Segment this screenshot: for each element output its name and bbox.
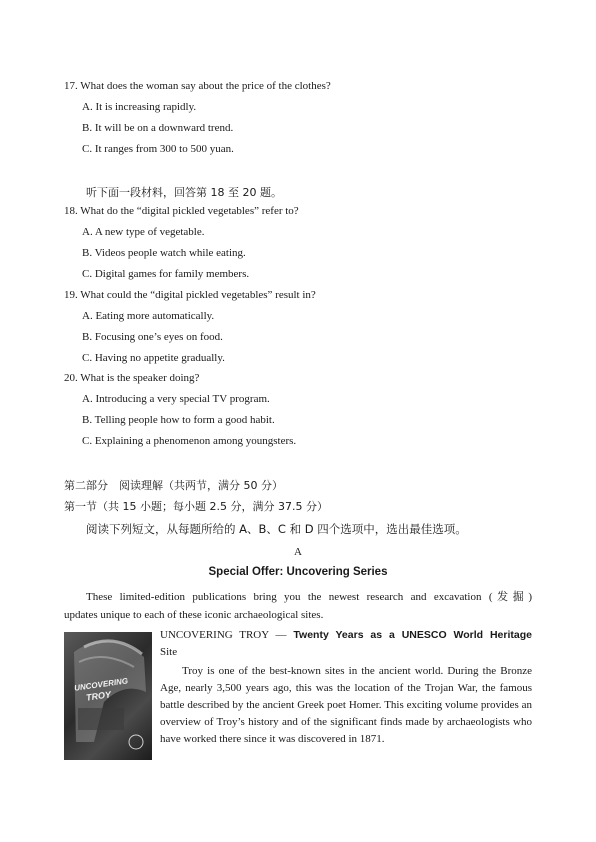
question-20: 20. What is the speaker doing? — [64, 372, 200, 384]
intro-line-2: updates unique to each of these iconic archaeological sites. — [64, 609, 324, 621]
cover-title-2: TROY — [85, 689, 112, 703]
option-20b: B. Telling people how to form a good habit. — [82, 414, 275, 426]
option-20c: C. Explaining a phenomenon among youngsters. — [82, 435, 297, 447]
option-20a: A. Introducing a very special TV program. — [82, 393, 270, 405]
intro-line-1: These limited-edition publications bring you the newest research and excavation (发掘) — [86, 591, 532, 603]
instruction-18-20: 听下面一段材料，回答第 18 至 20 题。 — [86, 186, 282, 199]
cover-title-1: UNCOVERING — [73, 676, 129, 693]
option-19b: B. Focusing one’s eyes on food. — [82, 331, 223, 343]
option-18a: A. A new type of vegetable. — [82, 226, 205, 238]
option-17a: A. It is increasing rapidly. — [82, 101, 197, 113]
question-19: 19. What could the “digital pickled vegetables” result in? — [64, 289, 316, 301]
option-17c: C. It ranges from 300 to 500 yuan. — [82, 143, 234, 155]
option-19c: C. Having no appetite gradually. — [82, 352, 225, 364]
passage-title: Special Offer: Uncovering Series — [208, 566, 388, 578]
question-17: 17. What does the woman say about the price of the clothes? — [64, 80, 331, 92]
passage-body: Troy is one of the best-known sites in the ancient world. During the Bronze Age, nearly 3,500 years ago, this was the location of the Trojan War, the famous battle described by the ancient Greek poet Homer. This exciting volume provides an overview of Troy’s history and of the significant finds made by archaeologists who have worked there since it was discovered in 1871. — [160, 665, 532, 745]
option-19a: A. Eating more automatically. — [82, 310, 215, 322]
reading-instruction: 阅读下列短文，从每题所给的 A、B、C 和 D 四个选项中，选出最佳选项。 — [86, 522, 467, 536]
book-cover-image — [64, 632, 152, 760]
passage-label: A — [294, 546, 302, 558]
item-title-line-1 — [160, 629, 532, 641]
option-18b: B. Videos people watch while eating. — [82, 247, 246, 259]
question-18: 18. What do the “digital pickled vegetables” refer to? — [64, 205, 299, 217]
item-title-line-2: Site — [160, 646, 178, 658]
option-17b: B. It will be on a downward trend. — [82, 122, 234, 134]
item-title-text: UNCOVERING TROY — Twenty Years as a UNESCO World Heritage — [160, 629, 532, 641]
section1-heading: 第一节（共 15 小题；每小题 2.5 分，满分 37.5 分） — [64, 500, 328, 513]
part2-heading: 第二部分 阅读理解（共两节，满分 50 分） — [64, 479, 283, 492]
option-18c: C. Digital games for family members. — [82, 268, 250, 280]
